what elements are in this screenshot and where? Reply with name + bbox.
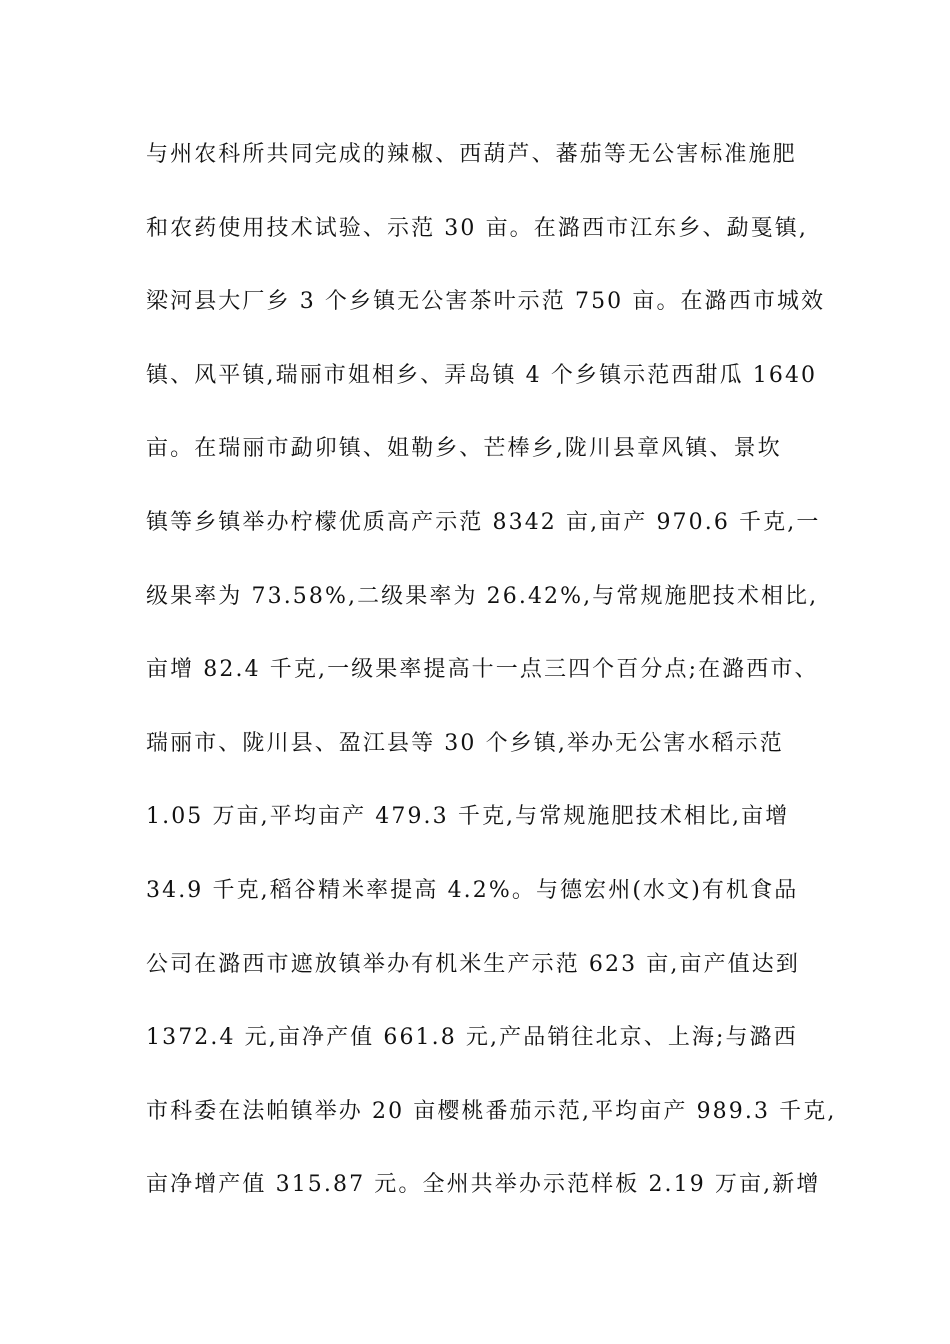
text-line: 1372.4 元,亩净产值 661.8 元,产品销往北京、上海;与潞西 [146, 1025, 798, 1051]
text-line: 瑞丽市、陇川县、盈江县等 30 个乡镇,举办无公害水稻示范 [146, 730, 784, 756]
text-line: 亩。在瑞丽市勐卯镇、姐勒乡、芒棒乡,陇川县章风镇、景坎 [146, 436, 782, 462]
text-line: 亩净增产值 315.87 元。全州共举办示范样板 2.19 万亩,新增 [146, 1172, 821, 1198]
document-body [146, 133, 836, 1237]
text-line: 市科委在法帕镇举办 20 亩樱桃番茄示范,平均亩产 989.3 千克, [146, 1098, 837, 1124]
text-line: 梁河县大厂乡 3 个乡镇无公害茶叶示范 750 亩。在潞西市城效 [146, 289, 826, 315]
text-line: 亩增 82.4 千克,一级果率提高十一点三四个百分点;在潞西市、 [146, 657, 819, 683]
text-line: 镇、风平镇,瑞丽市姐相乡、弄岛镇 4 个乡镇示范西甜瓜 1640 [146, 362, 818, 388]
text-line: 公司在潞西市遮放镇举办有机米生产示范 623 亩,亩产值达到 [146, 951, 800, 977]
text-line: 镇等乡镇举办柠檬优质高产示范 8342 亩,亩产 970.6 千克,一 [146, 509, 821, 535]
text-line: 1.05 万亩,平均亩产 479.3 千克,与常规施肥技术相比,亩增 [146, 804, 790, 830]
text-line: 与州农科所共同完成的辣椒、西葫芦、蕃茄等无公害标准施肥 [146, 142, 797, 167]
text-line: 级果率为 73.58%,二级果率为 26.42%,与常规施肥技术相比, [146, 583, 819, 609]
text-line: 34.9 千克,稻谷精米率提高 4.2%。与德宏州(水文)有机食品 [146, 877, 799, 903]
text-line: 和农药使用技术试验、示范 30 亩。在潞西市江东乡、勐戛镇, [146, 215, 808, 241]
